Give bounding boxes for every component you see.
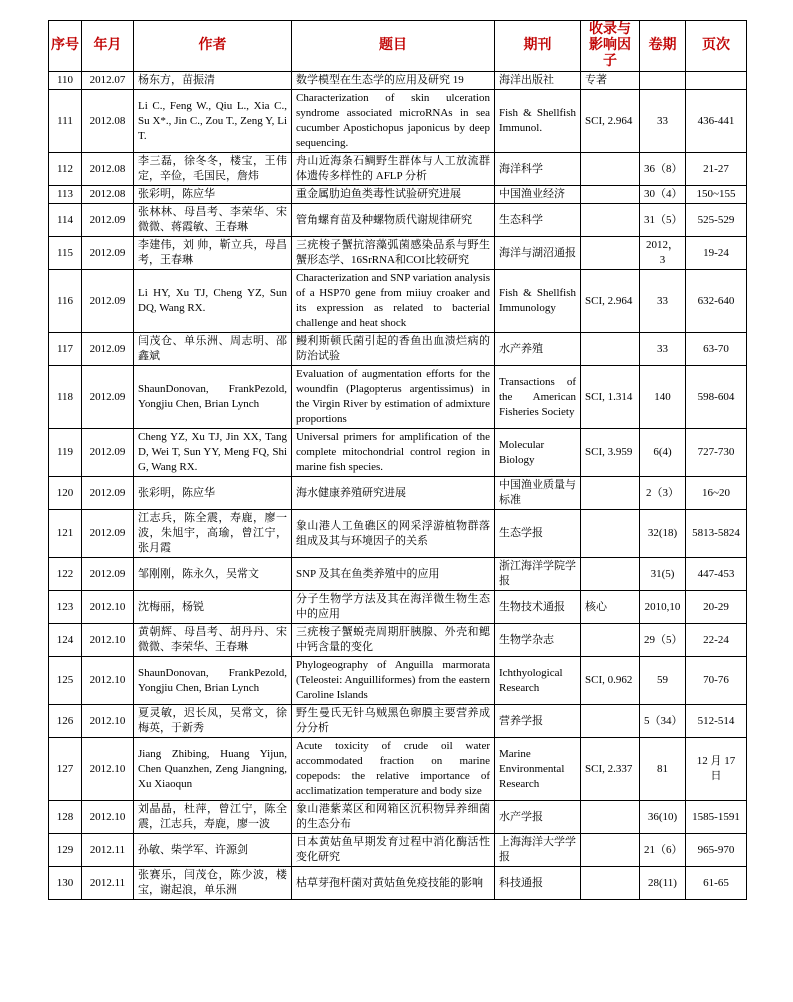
row-pages: 20-29 [686, 591, 747, 624]
row-date: 2012.10 [82, 657, 134, 705]
row-pages: 21-27 [686, 153, 747, 186]
row-title: 日本黄姑鱼早期发育过程中消化酶活性变化研究 [292, 834, 495, 867]
table-header [49, 21, 747, 72]
header-row [49, 21, 747, 72]
row-pages: 61-65 [686, 867, 747, 900]
row-index: 核心 [581, 591, 640, 624]
row-title: 分子生物学方法及其在海洋微生物生态中的应用 [292, 591, 495, 624]
row-date: 2012.09 [82, 558, 134, 591]
row-volume: 6(4) [640, 429, 686, 477]
table-row [49, 429, 747, 477]
row-title: Evaluation of augmentation efforts for the woundfin (Plagopterus argentissimus) in the Virgin River by estimation of admixture proportions [292, 366, 495, 429]
row-title: 野生曼氏无针乌贼黑色卵膜主要营养成分分析 [292, 705, 495, 738]
row-number: 122 [49, 558, 82, 591]
row-authors: 沈梅丽，杨锐 [134, 591, 292, 624]
row-index [581, 558, 640, 591]
row-pages: 19-24 [686, 237, 747, 270]
row-date: 2012.09 [82, 270, 134, 333]
table-row [49, 591, 747, 624]
row-number: 111 [49, 90, 82, 153]
row-date: 2012.09 [82, 204, 134, 237]
row-number: 130 [49, 867, 82, 900]
row-pages: 63-70 [686, 333, 747, 366]
row-journal: 生物技术通报 [495, 591, 581, 624]
table-row [49, 705, 747, 738]
row-date: 2012.09 [82, 366, 134, 429]
row-title: 数学模型在生态学的应用及研究 19 [292, 72, 495, 90]
row-journal: Molecular Biology [495, 429, 581, 477]
table-row [49, 366, 747, 429]
row-number: 119 [49, 429, 82, 477]
row-title: Characterization and SNP variation analysis of a HSP70 gene from miiuy croaker and its expression as related to bacterial challenge and heat shock [292, 270, 495, 333]
row-volume: 33 [640, 333, 686, 366]
row-pages: 525-529 [686, 204, 747, 237]
row-authors: 夏灵敏，迟长凤，吴常文，徐梅英，于新秀 [134, 705, 292, 738]
row-title: 鳗利斯顿氏菌引起的香鱼出血溃烂病的防治试验 [292, 333, 495, 366]
row-volume: 33 [640, 270, 686, 333]
row-date: 2012.09 [82, 429, 134, 477]
row-date: 2012.10 [82, 801, 134, 834]
row-date: 2012.09 [82, 333, 134, 366]
row-date: 2012.07 [82, 72, 134, 90]
row-index [581, 867, 640, 900]
row-pages [686, 72, 747, 90]
row-index: 专著 [581, 72, 640, 90]
row-volume: 2（3） [640, 477, 686, 510]
row-title: SNP 及其在鱼类养殖中的应用 [292, 558, 495, 591]
row-volume: 5（34） [640, 705, 686, 738]
row-number: 120 [49, 477, 82, 510]
header-authors: 作者 [134, 21, 292, 72]
table-row [49, 204, 747, 237]
row-authors: Li HY, Xu TJ, Cheng YZ, Sun DQ, Wang RX. [134, 270, 292, 333]
row-volume: 32(18) [640, 510, 686, 558]
row-journal: 中国渔业经济 [495, 186, 581, 204]
row-pages: 70-76 [686, 657, 747, 705]
row-journal: 生物学杂志 [495, 624, 581, 657]
row-authors: 孙敏、柴学军、许源剑 [134, 834, 292, 867]
table-row [49, 867, 747, 900]
row-authors: 刘晶晶，杜萍，曾江宁，陈全震，江志兵，寿鹿，廖一波 [134, 801, 292, 834]
header-index: 收录与影响因子 [581, 21, 640, 72]
table-row [49, 738, 747, 801]
row-pages: 598-604 [686, 366, 747, 429]
row-number: 123 [49, 591, 82, 624]
row-title: 象山港紫菜区和网箱区沉积物异养细菌的生态分布 [292, 801, 495, 834]
row-index: SCI, 3.959 [581, 429, 640, 477]
row-index: SCI, 2.964 [581, 90, 640, 153]
row-title: 三疣梭子蟹抗溶藻弧菌感染品系与野生蟹形态学、16SrRNA和COI比较研究 [292, 237, 495, 270]
header-journal: 期刊 [495, 21, 581, 72]
row-index [581, 186, 640, 204]
row-title: Universal primers for amplification of the complete mitochondrial control region in marine fish species. [292, 429, 495, 477]
row-index: SCI, 1.314 [581, 366, 640, 429]
row-journal: Transactions of the American Fisheries Society [495, 366, 581, 429]
row-authors: 邹刚刚，陈永久，吴常文 [134, 558, 292, 591]
table-body [49, 72, 747, 900]
row-authors: 杨东方，苗振清 [134, 72, 292, 90]
row-journal: 水产学报 [495, 801, 581, 834]
row-title: Characterization of skin ulceration syndrome associated microRNAs in sea cucumber Apostichopus japonicus by deep sequencing. [292, 90, 495, 153]
row-title: 海水健康养殖研究进展 [292, 477, 495, 510]
row-number: 121 [49, 510, 82, 558]
row-pages: 447-453 [686, 558, 747, 591]
row-title: 舟山近海条石鲷野生群体与人工放流群体遗传多样性的 AFLP 分析 [292, 153, 495, 186]
row-index [581, 477, 640, 510]
row-number: 118 [49, 366, 82, 429]
row-number: 114 [49, 204, 82, 237]
table-row [49, 186, 747, 204]
row-pages: 727-730 [686, 429, 747, 477]
table-row [49, 558, 747, 591]
row-date: 2012.09 [82, 477, 134, 510]
row-number: 112 [49, 153, 82, 186]
row-title: 三疣梭子蟹蜕壳周期肝胰腺、外壳和鳃中钙含量的变化 [292, 624, 495, 657]
row-date: 2012.08 [82, 90, 134, 153]
row-date: 2012.09 [82, 237, 134, 270]
row-volume: 29（5） [640, 624, 686, 657]
row-authors: 李三磊，徐冬冬，楼宝，王伟定，辛俭，毛国民，詹炜 [134, 153, 292, 186]
header-title: 题目 [292, 21, 495, 72]
publications-table [48, 20, 747, 900]
row-index [581, 801, 640, 834]
row-authors: 张林林、母昌考、李荣华、宋微微、蒋霞敏、王春琳 [134, 204, 292, 237]
row-date: 2012.10 [82, 738, 134, 801]
row-authors: 张彩明，陈应华 [134, 186, 292, 204]
row-journal: 水产养殖 [495, 333, 581, 366]
row-authors: 黄朝辉、母昌考、胡丹丹、宋微微、李荣华、王春琳 [134, 624, 292, 657]
row-date: 2012.11 [82, 867, 134, 900]
row-pages: 632-640 [686, 270, 747, 333]
row-date: 2012.09 [82, 510, 134, 558]
row-number: 126 [49, 705, 82, 738]
row-journal: Fish & Shellfish Immunol. [495, 90, 581, 153]
row-date: 2012.10 [82, 591, 134, 624]
table-row [49, 90, 747, 153]
table-row [49, 801, 747, 834]
row-journal: 生态学报 [495, 510, 581, 558]
row-title: 重金属肋迫鱼类毒性试验研究进展 [292, 186, 495, 204]
row-pages: 436-441 [686, 90, 747, 153]
row-volume: 140 [640, 366, 686, 429]
row-volume: 31（5） [640, 204, 686, 237]
row-volume: 36(10) [640, 801, 686, 834]
table-row [49, 834, 747, 867]
row-index [581, 153, 640, 186]
row-index [581, 624, 640, 657]
table-row [49, 624, 747, 657]
row-number: 128 [49, 801, 82, 834]
row-journal: Ichthyological Research [495, 657, 581, 705]
row-number: 113 [49, 186, 82, 204]
row-title: 象山港人工鱼礁区的网采浮游植物群落组成及其与环境因子的关系 [292, 510, 495, 558]
row-authors: Li C., Feng W., Qiu L., Xia C., Su X*., Jin C., Zou T., Zeng Y, Li T. [134, 90, 292, 153]
row-pages: 12 月 17 日 [686, 738, 747, 801]
row-volume [640, 72, 686, 90]
header-pages: 页次 [686, 21, 747, 72]
row-volume: 59 [640, 657, 686, 705]
table-row [49, 510, 747, 558]
row-number: 129 [49, 834, 82, 867]
row-title: 管角螺育苗及种螺物质代谢规律研究 [292, 204, 495, 237]
row-authors: 张赛乐，闫茂仓，陈少波，楼宝，谢起浪，单乐洲 [134, 867, 292, 900]
row-pages: 150~155 [686, 186, 747, 204]
row-authors: 张彩明，陈应华 [134, 477, 292, 510]
row-number: 124 [49, 624, 82, 657]
row-authors: 闫茂仓、单乐洲、周志明、邵鑫斌 [134, 333, 292, 366]
row-date: 2012.08 [82, 153, 134, 186]
row-number: 116 [49, 270, 82, 333]
table-row [49, 333, 747, 366]
table-row [49, 153, 747, 186]
row-journal: 海洋科学 [495, 153, 581, 186]
row-volume: 31(5) [640, 558, 686, 591]
row-pages: 22-24 [686, 624, 747, 657]
row-authors: ShaunDonovan, FrankPezold, Yongjiu Chen, Brian Lynch [134, 366, 292, 429]
row-journal: 浙江海洋学院学报 [495, 558, 581, 591]
table-row [49, 72, 747, 90]
row-number: 110 [49, 72, 82, 90]
row-authors: 江志兵，陈全震，寿鹿，廖一波，朱旭宇，高瑜，曾江宁，张月霞 [134, 510, 292, 558]
row-volume: 2012，3 [640, 237, 686, 270]
row-index: SCI, 0.962 [581, 657, 640, 705]
row-volume: 2010,10 [640, 591, 686, 624]
row-date: 2012.10 [82, 624, 134, 657]
row-volume: 21（6） [640, 834, 686, 867]
row-journal: 生态科学 [495, 204, 581, 237]
row-date: 2012.10 [82, 705, 134, 738]
row-pages: 965-970 [686, 834, 747, 867]
row-journal: 中国渔业质量与标准 [495, 477, 581, 510]
row-authors: Jiang Zhibing, Huang Yijun, Chen Quanzhen, Zeng Jiangning, Xu Xiaoqun [134, 738, 292, 801]
table-row [49, 477, 747, 510]
row-volume: 30（4） [640, 186, 686, 204]
row-index: SCI, 2.964 [581, 270, 640, 333]
row-journal: 科技通报 [495, 867, 581, 900]
row-number: 127 [49, 738, 82, 801]
table-row [49, 657, 747, 705]
table-row [49, 270, 747, 333]
row-number: 117 [49, 333, 82, 366]
row-pages: 1585-1591 [686, 801, 747, 834]
row-index [581, 834, 640, 867]
row-pages: 5813-5824 [686, 510, 747, 558]
table-row [49, 237, 747, 270]
row-title: Acute toxicity of crude oil water accommodated fraction on marine copepods: the relative importance of acclimatization temperature and body size [292, 738, 495, 801]
row-index [581, 333, 640, 366]
row-authors: Cheng YZ, Xu TJ, Jin XX, Tang D, Wei T, Sun YY, Meng FQ, Shi G, Wang RX. [134, 429, 292, 477]
header-no: 序号 [49, 21, 82, 72]
header-volume: 卷期 [640, 21, 686, 72]
row-title: 枯草芽孢杆菌对黄姑鱼免疫技能的影响 [292, 867, 495, 900]
row-pages: 16~20 [686, 477, 747, 510]
row-journal: 营养学报 [495, 705, 581, 738]
row-date: 2012.11 [82, 834, 134, 867]
row-volume: 28(11) [640, 867, 686, 900]
row-journal: 海洋出版社 [495, 72, 581, 90]
row-title: Phylogeography of Anguilla marmorata (Teleostei: Anguilliformes) from the eastern Caroline Islands [292, 657, 495, 705]
row-journal: Fish & Shellfish Immunology [495, 270, 581, 333]
row-volume: 81 [640, 738, 686, 801]
row-index [581, 705, 640, 738]
row-volume: 33 [640, 90, 686, 153]
row-journal: Marine Environmental Research [495, 738, 581, 801]
row-number: 125 [49, 657, 82, 705]
row-authors: 李建伟，刘 帅，靳立兵，母昌考，王春琳 [134, 237, 292, 270]
row-authors: ShaunDonovan, FrankPezold, Yongjiu Chen, Brian Lynch [134, 657, 292, 705]
row-index [581, 510, 640, 558]
row-pages: 512-514 [686, 705, 747, 738]
row-journal: 上海海洋大学学报 [495, 834, 581, 867]
row-index: SCI, 2.337 [581, 738, 640, 801]
row-index [581, 204, 640, 237]
row-date: 2012.08 [82, 186, 134, 204]
row-number: 115 [49, 237, 82, 270]
header-date: 年月 [82, 21, 134, 72]
row-journal: 海洋与湖沼通报 [495, 237, 581, 270]
row-volume: 36（8） [640, 153, 686, 186]
row-index [581, 237, 640, 270]
